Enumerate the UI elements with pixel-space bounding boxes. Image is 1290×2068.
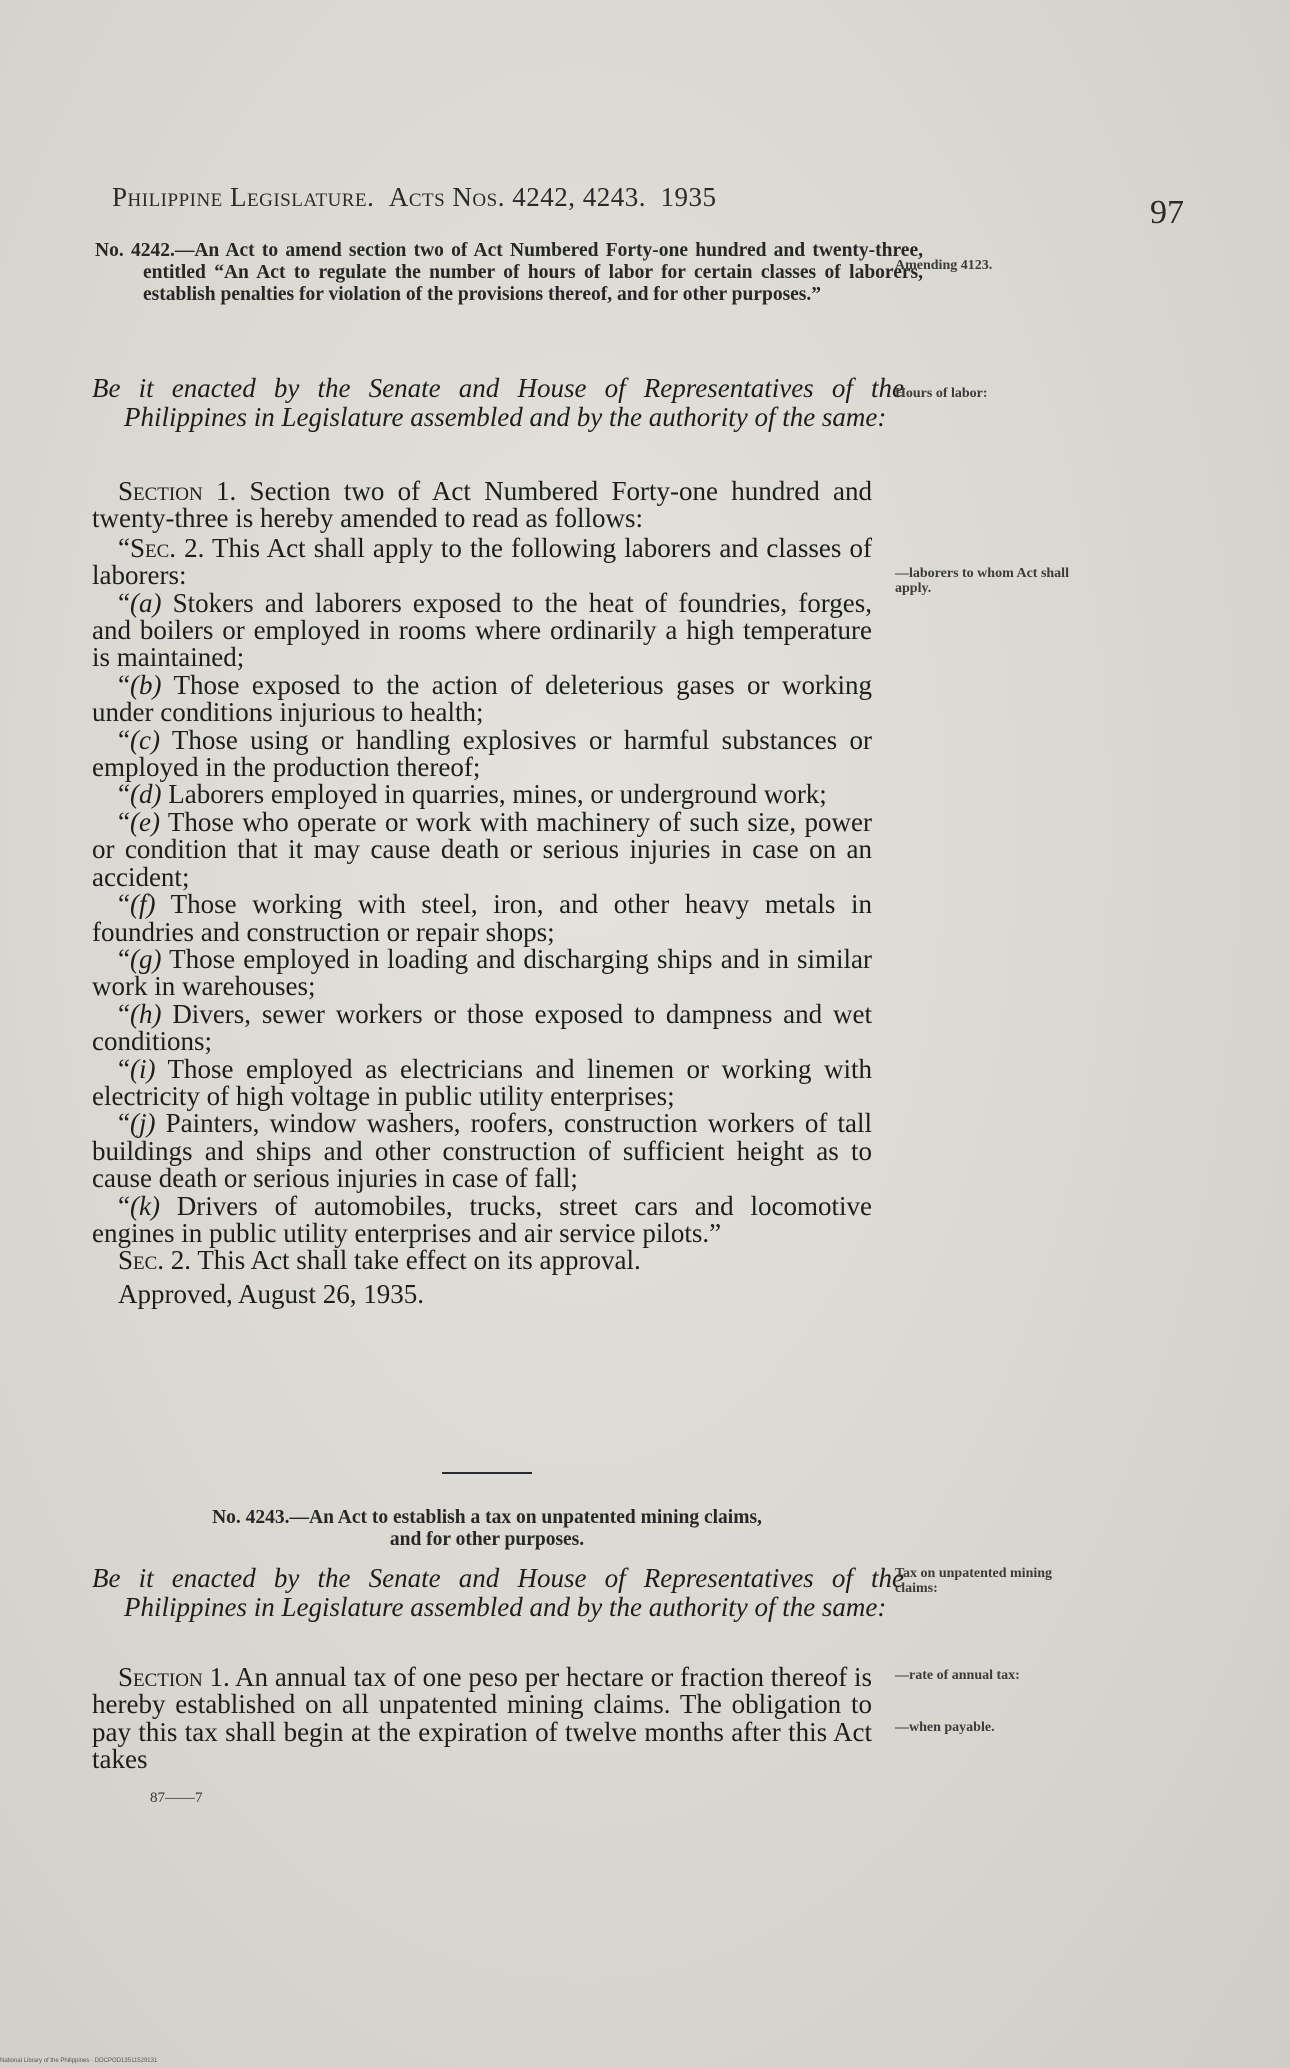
item-text: Drivers of automobiles, trucks, street cars and locomotive engines in public utility enterprises and air service pilots.” — [92, 1190, 872, 1248]
item-letter: (d) — [129, 779, 162, 810]
page-number: 97 — [1150, 194, 1184, 231]
margin-note-rate: —rate of annual tax: — [895, 1668, 1020, 1683]
item-text: Those exposed to the action of deleterious gases or working under conditions injurious to health; — [92, 669, 872, 728]
item-letter: (b) — [129, 669, 162, 700]
effect-section — [92, 1247, 872, 1274]
margin-note-hours: Hours of labor: — [895, 386, 988, 401]
item-text: Divers, sewer workers or those exposed to dampness and wet conditions; — [92, 998, 872, 1057]
laborer-class-item — [92, 1190, 872, 1248]
section-divider — [442, 1472, 532, 1474]
laborer-classes-list — [92, 587, 873, 1248]
sec-2-text: This Act shall apply to the following laborers and classes of laborers: — [92, 532, 872, 591]
margin-note-when: —when payable. — [895, 1720, 995, 1735]
footer-credit: National Library of the Philippines · DOCPOD13511529131 — [0, 2058, 158, 2064]
margin-note-tax: Tax on unpatented mining claims: — [895, 1566, 1053, 1596]
sec-2-label: “Sec. 2. — [118, 532, 205, 563]
act-4243-enacting-clause: Be it enacted by the Senate and House of Representatives of the Philippines in Legislature assembled and by the authority of the same: — [92, 1563, 904, 1622]
item-text: Laborers employed in quarries, mines, or underground work; — [168, 779, 827, 810]
effect-label: Sec. 2. — [118, 1245, 192, 1276]
laborer-class-item — [92, 1053, 873, 1111]
item-letter: (e) — [129, 806, 160, 837]
laborer-class-item — [92, 669, 872, 728]
item-text: Those who operate or work with machinery of such size, power or condition that it may cause death or serious injuries in case on an accident; — [92, 806, 872, 892]
item-letter: (j) — [129, 1108, 156, 1139]
item-open-quote: “ — [118, 587, 130, 618]
signature-code: 87——7 — [150, 1790, 203, 1806]
item-letter: (g) — [129, 943, 162, 974]
approved-date: Approved, August 26, 1935. — [118, 1278, 424, 1309]
item-open-quote: “ — [118, 998, 130, 1029]
item-open-quote: “ — [118, 1053, 130, 1084]
item-text: Those working with steel, iron, and other heavy metals in foundries and construction or repair shops; — [92, 889, 873, 947]
sec-2 — [92, 532, 872, 591]
item-text: Those employed in loading and discharging ships and in similar work in warehouses; — [92, 943, 873, 1002]
act-4243-title-line2: and for other purposes. — [389, 1529, 585, 1550]
item-open-quote: “ — [118, 724, 130, 755]
act-4242-enacting-clause: Be it enacted by the Senate and House of Representatives of the Philippines in Legislature assembled and by the authority of the same: — [92, 373, 904, 432]
acts-numbers: Acts Nos. 4242, 4243. — [388, 182, 646, 212]
laborer-class-item — [92, 943, 873, 1002]
margin-note-amending: Amending 4123. — [895, 258, 993, 273]
section-1 — [92, 478, 872, 533]
item-letter: (f) — [129, 889, 156, 920]
effect-text: This Act shall take effect on its approval. — [197, 1245, 641, 1276]
item-open-quote: “ — [118, 943, 130, 974]
act-4242-title: No. 4242.—An Act to amend section two of Act Numbered Forty-one hundred and twenty-three, entitled “An Act to regulate the number of hours of labor for certain classes of laborers, establish penalties for violation of the provisions thereof, and for other purposes.” — [95, 240, 923, 305]
laborer-class-item — [92, 998, 872, 1057]
act-4243-section-1-label: Section 1. — [118, 1662, 230, 1692]
item-text: Painters, window washers, roofers, construction workers of tall buildings and ships and other construction of sufficient height as to cause death or serious injuries in case of fall; — [92, 1108, 873, 1194]
laborer-class-item — [92, 724, 873, 783]
item-open-quote: “ — [118, 669, 130, 700]
item-open-quote: “ — [118, 1108, 130, 1139]
act-4243-title-line1: No. 4243.—An Act to establish a tax on unpatented mining claims, — [212, 1507, 762, 1528]
section-1-text: Section two of Act Numbered Forty-one hundred and twenty-three is hereby amended to read as follows: — [92, 476, 873, 534]
item-open-quote: “ — [118, 1190, 130, 1221]
section-1-label: Section 1. — [118, 476, 237, 506]
act-4243-section-1 — [92, 1664, 872, 1774]
item-letter: (h) — [129, 998, 162, 1029]
item-open-quote: “ — [118, 779, 130, 810]
laborer-class-item — [92, 806, 872, 892]
item-letter: (a) — [129, 587, 162, 618]
laborer-class-item — [92, 891, 872, 946]
item-text: Those using or handling explosives or harmful substances or employed in the production thereof; — [92, 724, 873, 783]
item-text: Those employed as electricians and linemen or working with electricity of high voltage in public utility enterprises; — [92, 1053, 873, 1111]
act-4242-body — [92, 478, 872, 1308]
year: 1935 — [660, 182, 717, 212]
laborer-class-item — [92, 781, 872, 808]
running-head — [112, 182, 872, 213]
laborer-class-item — [92, 1110, 872, 1192]
margin-note-laborers: —laborers to whom Act shall apply. — [895, 566, 1069, 596]
item-open-quote: “ — [118, 806, 130, 837]
act-4243-body — [92, 1664, 872, 1774]
legislature-heading: Philippine Legislature. — [112, 182, 375, 212]
item-letter: (k) — [129, 1190, 160, 1221]
act-4243-section-1-text: An annual tax of one peso per hectare or fraction thereof is hereby established on all unpatented mining claims. The obligation to pay this tax shall begin at the expiration of twelve months after this Act takes — [92, 1662, 872, 1775]
item-letter: (c) — [129, 724, 160, 755]
item-letter: (i) — [129, 1053, 156, 1084]
item-text: Stokers and laborers exposed to the heat of foundries, forges, and boilers or employed in rooms where ordinarily a high temperature is maintained; — [92, 587, 873, 673]
act-4243-title — [92, 1507, 882, 1551]
item-open-quote: “ — [118, 889, 130, 920]
laborer-class-item — [92, 587, 873, 673]
